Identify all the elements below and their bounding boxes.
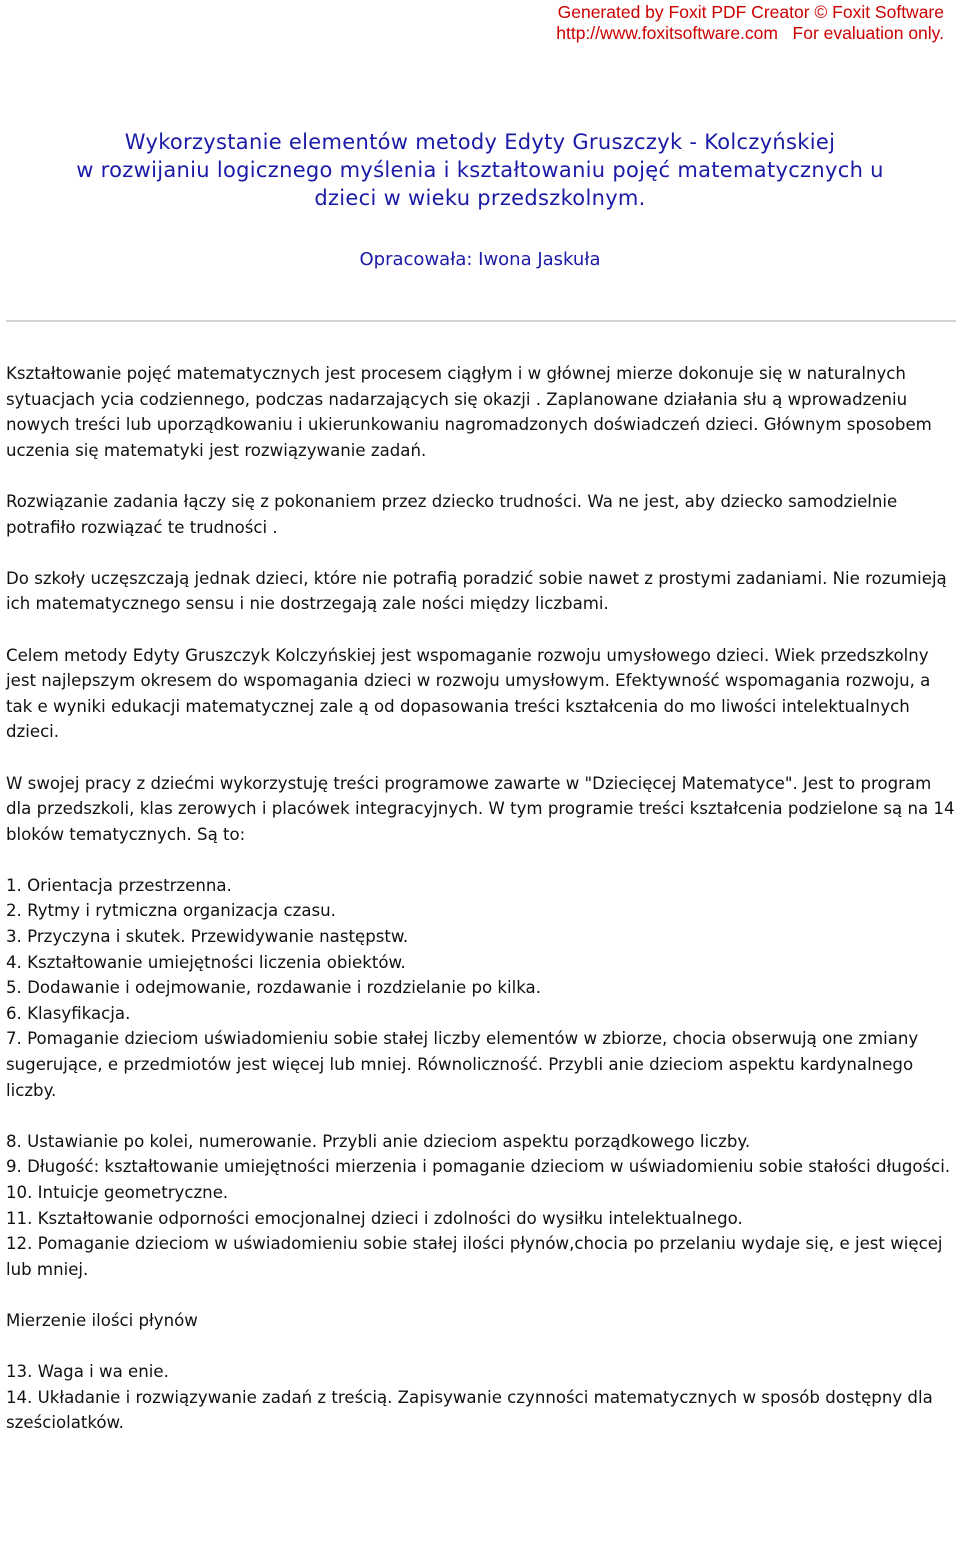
document-body: [6, 361, 956, 1436]
list-item: 12. Pomaganie dzieciom w uświadomieniu sobie stałej ilości płynów,chocia po przelaniu wydaje się, e jest więcej lub mniej.: [6, 1234, 943, 1279]
author-line: Opracowała: Iwona Jaskuła: [359, 249, 601, 270]
watermark-line-2: http://www.foxitsoftware.com For evaluation only.: [556, 23, 944, 43]
title-line-3: dzieci w wieku przedszkolnym.: [314, 186, 646, 210]
subheading: Mierzenie ilości płynów: [6, 1310, 198, 1330]
document-title: [0, 128, 960, 212]
list-item: 13. Waga i wa enie.: [6, 1362, 169, 1382]
list-item: 3. Przyczyna i skutek. Przewidywanie następstw.: [6, 927, 409, 947]
list-item: 14. Układanie i rozwiązywanie zadań z treścią. Zapisywanie czynności matematycznych w sposób dostępny dla sześciolatków.: [6, 1387, 933, 1433]
list-item: 10. Intuicje geometryczne.: [6, 1183, 229, 1202]
list-item: 11. Kształtowanie odporności emocjonalnej dzieci i zdolności do wysiłku intelektualnego.: [6, 1208, 743, 1228]
list-item: 5. Dodawanie i odejmowanie, rozdawanie i rozdzielanie po kilka.: [6, 978, 542, 998]
list-item: 8. Ustawianie po kolei, numerowanie. Przybli anie dzieciom aspektu porządkowego liczby.: [6, 1131, 751, 1151]
paragraph: Do szkoły uczęszczają jednak dzieci, które nie potrafią poradzić sobie nawet z prostymi zadaniami. Nie rozumieją ich matematycznego sensu i nie dostrzegają zale ności między liczbami.: [6, 568, 947, 614]
title-line-1: Wykorzystanie elementów metody Edyty Gruszczyk - Kolczyńskiej: [124, 130, 836, 154]
paragraph: Celem metody Edyty Gruszczyk Kolczyńskiej jest wspomaganie rozwoju umysłowego dzieci. Wiek przedszkolny jest najlepszym okresem do wspomagania dzieci w rozwoju umysłowym. Efektywność wspomagania rozwoju, a tak e wyniki edukacji matematycznej zale ą od dopasowania treści kształcenia do mo liwości intelektualnych dzieci.: [6, 645, 931, 742]
paragraph: Rozwiązanie zadania łączy się z pokonaniem przez dziecko trudności. Wa ne jest, aby dziecko samodzielnie potrafiło rozwiązać te trudności .: [6, 491, 898, 537]
paragraph: Kształtowanie pojęć matematycznych jest procesem ciągłym i w głównej mierze dokonuje się w naturalnych sytuacjach ycia codziennego, podczas nadarzających się okazji . Zaplanowane działania słu ą wprowadzeniu nowych treści lub uporządkowaniu i ukierunkowaniu nagromadzonych doświadczeń dzieci. Głównym sposobem uczenia się matematyki jest rozwiązywanie zadań.: [6, 364, 932, 460]
list-item: 9. Długość: kształtowanie umiejętności mierzenia i pomaganie dzieciom w uświadomieniu sobie stałości długości.: [6, 1157, 951, 1177]
list-item: 1. Orientacja przestrzenna.: [6, 875, 232, 895]
list-item: 2. Rytmy i rytmiczna organizacja czasu.: [6, 901, 336, 921]
topic-list: [6, 873, 956, 1283]
list-item: 4. Kształtowanie umiejętności liczenia obiektów.: [6, 952, 406, 972]
list-item: 6. Klasyfikacja.: [6, 1003, 131, 1023]
horizontal-rule: [6, 320, 956, 322]
watermark-line-1: Generated by Foxit PDF Creator © Foxit Software: [557, 2, 944, 22]
list-item: 7. Pomaganie dzieciom uświadomieniu sobie stałej liczby elementów w zbiorze, chocia obserwują one zmiany sugerujące, e przedmiotów jest więcej lub mniej. Równoliczność. Przybli anie dzieciom aspektu kardynalnego liczby.: [6, 1029, 919, 1100]
foxit-watermark: [556, 2, 944, 44]
paragraph: W swojej pracy z dziećmi wykorzystuję treści programowe zawarte w "Dziecięcej Matematyce". Jest to program dla przedszkoli, klas zerowych i placówek integracyjnych. W tym programie treści kształcenia podzielone są na 14 bloków tematycznych. Są to:: [6, 773, 955, 844]
topic-list-continued: [6, 1359, 956, 1436]
title-line-2: w rozwijaniu logicznego myślenia i kształtowaniu pojęć matematycznych u: [76, 158, 884, 182]
